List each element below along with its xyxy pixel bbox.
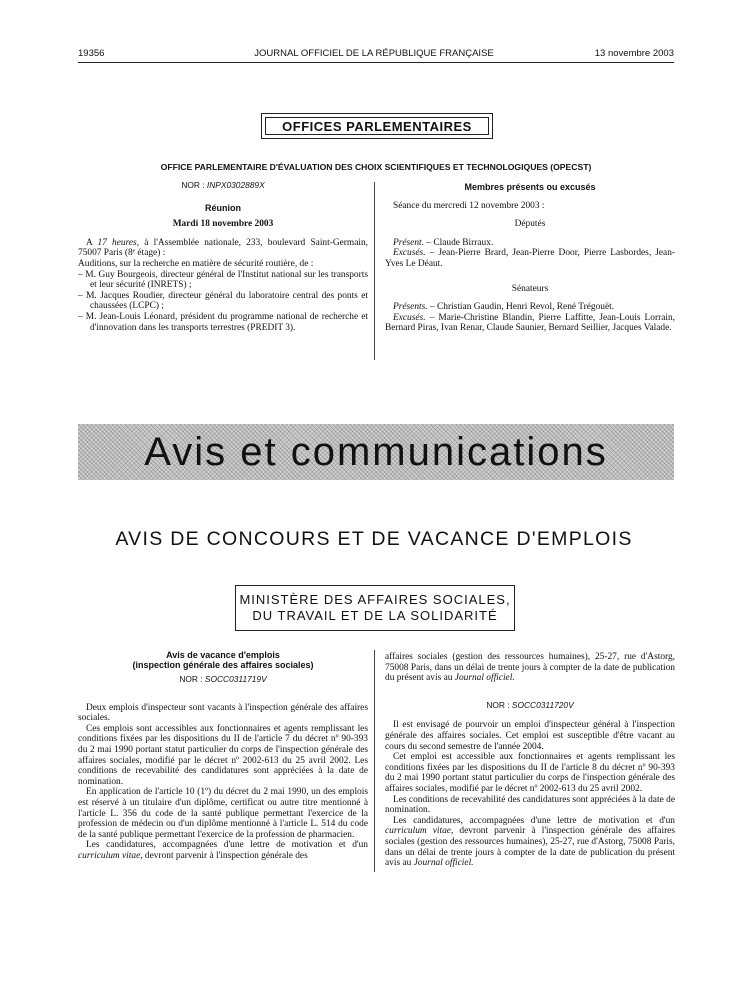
ministry-line-2: DU TRAVAIL ET DE LA SOLIDARITÉ xyxy=(252,608,498,623)
ministry-box xyxy=(235,585,515,631)
nor-line xyxy=(78,180,368,191)
avis-nor2-code: SOCC0311720V xyxy=(511,699,574,710)
deputes-heading: Députés xyxy=(514,219,546,230)
avis-paragraph: Deux emplois d'inspecteur sont vacants à l'inspection générale des affaires sociales. xyxy=(78,702,368,724)
members-title: Membres présents ou excusés xyxy=(464,182,596,192)
section-title-box xyxy=(261,113,493,139)
avis-right-column xyxy=(385,652,675,869)
nor-code: INPX0302889X xyxy=(206,180,265,190)
auditions-intro: Auditions, sur la recherche en matière de sécurité routière, de : xyxy=(78,258,314,269)
nor-label: NOR : xyxy=(181,180,205,190)
avis-paragraph: Cet emploi est accessible aux fonctionnaires et agents remplissant les conditions fixées par les dispositions du II de l'article 8 du décret nº 90-393 du 2 mai 1990 portant statut particulier du corps de l'inspection générale des affaires sociales, modifié par le décret nº 2002-613 du 25 avril 2002. xyxy=(385,752,675,794)
audition-item: – M. Guy Bourgeois, directeur général de l'Institut national sur les transports et leur sécurité (INRETS) ; xyxy=(78,269,368,291)
concours-title: AVIS DE CONCOURS ET DE VACANCE D'EMPLOIS xyxy=(115,528,633,550)
avis-paragraph: Les candidatures, accompagnées d'une lettre de motivation et d'un curriculum vitae, devront parvenir à l'inspection générale des affaires sociales (gestion des ressources humaines), 25-27, rue d'Astorg, 75008 Paris, dans un délai de trente jours à compter de la date de publication du présent avis au Journal officiel. xyxy=(385,815,675,869)
avis-nor-code: SOCC0311719V xyxy=(204,674,267,684)
senateurs-heading: Sénateurs xyxy=(511,283,549,294)
office-title: OFFICE PARLEMENTAIRE D'ÉVALUATION DES CHOIX SCIENTIFIQUES ET TECHNOLOGIQUES (OPECST) xyxy=(160,162,592,172)
left-column-opecst xyxy=(78,180,368,333)
issue-date: 13 novembre 2003 xyxy=(594,48,674,59)
audition-item: – M. Jacques Roudier, directeur général du laboratoire central des ponts et chaussées (LCPC) ; xyxy=(78,290,368,312)
right-column-members xyxy=(385,182,675,334)
audition-item: – M. Jean-Louis Léonard, président du programme national de recherche et d'innovation dans les transports terrestres (PREDIT 3). xyxy=(78,311,368,333)
journal-title: JOURNAL OFFICIEL DE LA RÉPUBLIQUE FRANÇAISE xyxy=(254,48,494,59)
avis-paragraph: En application de l'article 10 (1º) du décret du 2 mai 1990, un des emplois est réservé à un titulaire d'un diplôme, certificat ou autre titre mentionné à l'article L. 356 du code de la santé publique permettant l'exercice de la profession de médecin ou d'un diplôme mentionné à l'article L. 514 du code de la santé publique permettant l'exercice de la profession de pharmacien. xyxy=(78,787,368,840)
avis-paragraph: Les conditions de recevabilité des candidatures sont appréciées à la date de nomination. xyxy=(385,794,675,816)
avis-continued: affaires sociales (gestion des ressources humaines), 25-27, rue d'Astorg, 75008 Paris, dans un délai de trente jours à compter de la date de publication du présent avis au Journal officiel. xyxy=(385,652,675,684)
avis-paragraph: Les candidatures, accompagnées d'une lettre de motivation et d'un curriculum vitae, devront parvenir à l'inspection générale des xyxy=(78,840,368,861)
senateurs-excuses: Excusés. – Marie-Christine Blandin, Pierre Laffitte, Jean-Louis Lorrain, Bernard Piras, Ivan Renar, Claude Saunier, Bernard Seillier, Jacques Valade. xyxy=(385,312,676,334)
seance-line: Séance du mercredi 12 novembre 2003 : xyxy=(393,200,545,211)
header-rule xyxy=(78,62,674,63)
avis-paragraph: Il est envisagé de pourvoir un emploi d'inspecteur général à l'inspection générale des affaires sociales. Cet emploi est susceptible d'être vacant au cours du second semestre de l'année 2004. xyxy=(385,720,675,752)
avis-paragraph: Ces emplois sont accessibles aux fonctionnaires et agents remplissant les conditions fixées par les dispositions du II de l'article 7 du décret nº 90-393 du 2 mai 1990 portant statut particulier du corps de l'inspection générale des affaires sociales, modifié par le décret nº 2002-613 du 25 avril 2002. Les conditions de recevabilité des candidatures sont appréciées à la date de nomination. xyxy=(78,723,368,787)
column-divider-bottom xyxy=(374,650,375,872)
avis-left-column xyxy=(78,650,368,862)
avis-nor2-line: NOR : SOCC0311720V xyxy=(486,699,574,710)
ministry-line-1: MINISTÈRE DES AFFAIRES SOCIALES, xyxy=(239,592,511,607)
column-divider xyxy=(374,182,375,360)
avis-nor-line: NOR : SOCC0311719V xyxy=(179,674,267,684)
avis-title: Avis de vacance d'emplois xyxy=(166,650,280,660)
avis-subtitle: (inspection générale des affaires sociales) xyxy=(132,660,314,670)
page-number: 19356 xyxy=(78,48,105,59)
deputes-excuses: Excusés. – Jean-Pierre Brard, Jean-Pierre Door, Pierre Lasbordes, Jean-Yves Le Déaut. xyxy=(385,248,675,269)
section-title: OFFICES PARLEMENTAIRES xyxy=(265,117,489,135)
banner-title: Avis et communications xyxy=(144,430,608,474)
reunion-time: 17 heures, xyxy=(97,237,140,248)
reunion-heading: Réunion xyxy=(205,202,241,213)
senateurs-presents: Présents. – Christian Gaudin, Henri Revol, René Trégouët. xyxy=(393,302,615,313)
deputes-present: Présent. – Claude Birraux. xyxy=(393,237,494,248)
reunion-place: A 17 heures, à l'Assemblée nationale, 233, boulevard Saint-Germain, 75007 Paris (8ᵉ étage) : xyxy=(78,237,368,259)
reunion-date: Mardi 18 novembre 2003 xyxy=(172,219,274,230)
avis-banner xyxy=(78,424,674,480)
